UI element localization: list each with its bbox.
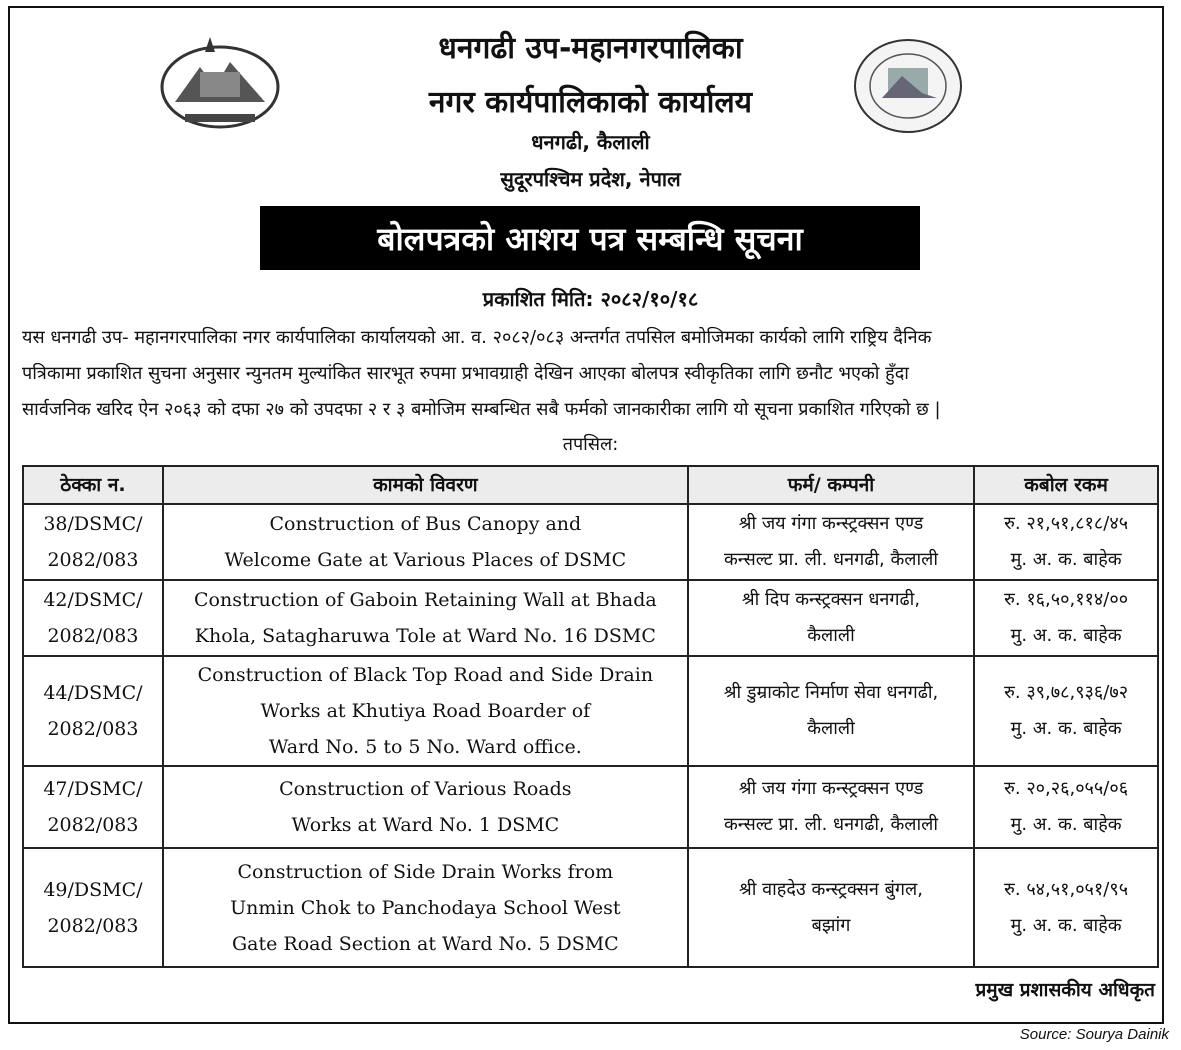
cell-line: Ward No. 5 to 5 No. Ward office. [268, 736, 582, 758]
bid-amount [974, 580, 1158, 656]
cell-line: 2082/083 [47, 549, 139, 571]
body-line: पत्रिकामा प्रकाशित सुचना अनुसार न्युनतम मुल्यांकित सारभूत रुपमा प्रभावग्राही देखिन आएका बोलपत्र स्वीकृतिका लागि छनौट भएको हुँदा [22, 363, 909, 384]
cell-line: मु. अ. क. बाहेक [1010, 914, 1122, 936]
cell-line: मु. अ. क. बाहेक [1010, 814, 1122, 835]
firm [688, 504, 974, 580]
contract-no [23, 504, 163, 580]
cell-line: 2082/083 [47, 625, 139, 647]
cell-line: मु. अ. क. बाहेक [1010, 718, 1122, 739]
cell-line: Unmin Chok to Panchodaya School West [230, 896, 621, 919]
work-description [163, 848, 688, 967]
header-firm: फर्म/ कम्पनी [688, 466, 974, 504]
published-date: प्रकाशित मिति: २०८२/१०/१८ [482, 287, 699, 311]
cell-line: रु. ५४,५१,०५१/९५ [1004, 878, 1129, 900]
body-line: यस धनगढी उप- महानगरपालिका नगर कार्यपालिका कार्यालयको आ. व. २०८२/०८३ अन्तर्गत तपसिल बमोजिमका कार्यको लागि राष्ट्रिय दैनिक [22, 327, 932, 348]
header-work-description: कामको विवरण [163, 466, 688, 504]
cell-line: 2082/083 [47, 718, 139, 740]
table-row [23, 580, 1158, 656]
work-description [163, 504, 688, 580]
cell-line: Gate Road Section at Ward No. 5 DSMC [232, 932, 619, 955]
cell-line: रु. २०,२६,०५५/०६ [1004, 778, 1129, 799]
source-credit: Source: Sourya Dainik [1019, 1026, 1169, 1043]
body-line: सार्वजनिक खरिद ऐन २०६३ को दफा २७ को उपदफा २ र ३ बमोजिम सम्बन्धित सबै फर्मको जानकारीका लागि यो सूचना प्रकाशित गरिएको छ | [22, 399, 941, 420]
cell-line: श्री दिप कन्स्ट्रक्सन धनगढी, [741, 589, 921, 610]
cell-line: Construction of Bus Canopy and [269, 513, 582, 535]
cell-line: Construction of Gaboin Retaining Wall at Bhada [193, 589, 657, 611]
bid-amount [974, 848, 1158, 967]
cell-line: 38/DSMC/ [43, 513, 143, 535]
contract-no [23, 848, 163, 967]
cell-line: 2082/083 [47, 914, 139, 937]
table-row [23, 504, 1158, 580]
cell-line: Welcome Gate at Various Places of DSMC [224, 549, 627, 571]
contract-no [23, 656, 163, 766]
work-description [163, 766, 688, 848]
cell-line: मु. अ. क. बाहेक [1010, 549, 1122, 570]
contract-no [23, 766, 163, 848]
details-label: तपसिल: [562, 434, 619, 455]
firm [688, 656, 974, 766]
table-row [23, 848, 1158, 967]
cell-line: Works at Khutiya Road Boarder of [260, 700, 591, 722]
cell-line: श्री जय गंगा कन्स्ट्रक्सन एण्ड [738, 513, 924, 534]
cell-line: कैलाली [807, 718, 855, 739]
contracts-table [22, 465, 1159, 968]
location: धनगढी, कैलाली [531, 130, 650, 154]
cell-line: कन्सल्ट प्रा. ली. धनगढी, कैलाली [723, 549, 939, 570]
cell-line: Construction of Various Roads [279, 778, 572, 800]
cell-line: 47/DSMC/ [43, 778, 143, 800]
cell-line: Khola, Satagharuwa Tole at Ward No. 16 DSMC [194, 625, 656, 647]
cell-line: रु. ३९,७८,९३६/७२ [1004, 682, 1129, 703]
cell-line: मु. अ. क. बाहेक [1010, 625, 1122, 646]
cell-line: श्री जय गंगा कन्स्ट्रक्सन एण्ड [738, 778, 924, 799]
table-row [23, 656, 1158, 766]
cell-line: कन्सल्ट प्रा. ली. धनगढी, कैलाली [723, 814, 939, 835]
bid-amount [974, 656, 1158, 766]
bid-amount [974, 766, 1158, 848]
cell-line: बझांग [811, 914, 851, 936]
contract-no [23, 580, 163, 656]
cell-line: रु. १६,५०,११४/०० [1004, 589, 1129, 610]
org-name: धनगढी उप-महानगरपालिका [438, 31, 743, 66]
cell-line: 44/DSMC/ [43, 682, 143, 704]
cell-line: कैलाली [807, 625, 855, 646]
cell-line: Construction of Black Top Road and Side Drain [197, 664, 654, 686]
body-paragraph [22, 320, 1162, 428]
bid-amount [974, 504, 1158, 580]
cell-line: 2082/083 [47, 814, 139, 836]
header-bid-amount: कबोल रकम [974, 466, 1158, 504]
table-row [23, 766, 1158, 848]
cell-line: 49/DSMC/ [43, 878, 143, 901]
office-name: नगर कार्यपालिकाको कार्यालय [428, 85, 753, 120]
cell-line: रु. २१,५१,८१८/४५ [1004, 513, 1129, 534]
header-contract-no: ठेक्का न. [23, 466, 163, 504]
cell-line: Construction of Side Drain Works from [237, 860, 614, 883]
table-header-row [23, 466, 1158, 504]
signatory-title: प्रमुख प्रशासकीय अधिकृत [975, 979, 1155, 1001]
firm [688, 848, 974, 967]
work-description [163, 656, 688, 766]
work-description [163, 580, 688, 656]
cell-line: Works at Ward No. 1 DSMC [291, 814, 560, 836]
cell-line: श्री डुम्राकोट निर्माण सेवा धनगढी, [723, 682, 939, 703]
firm [688, 766, 974, 848]
firm [688, 580, 974, 656]
cell-line: 42/DSMC/ [43, 589, 143, 611]
cell-line: श्री वाहदेउ कन्स्ट्रक्सन बुंगल, [739, 878, 923, 900]
notice-title-banner: बोलपत्रको आशय पत्र सम्बन्धि सूचना [260, 206, 920, 270]
province: सुदूरपश्चिम प्रदेश, नेपाल [500, 167, 681, 191]
